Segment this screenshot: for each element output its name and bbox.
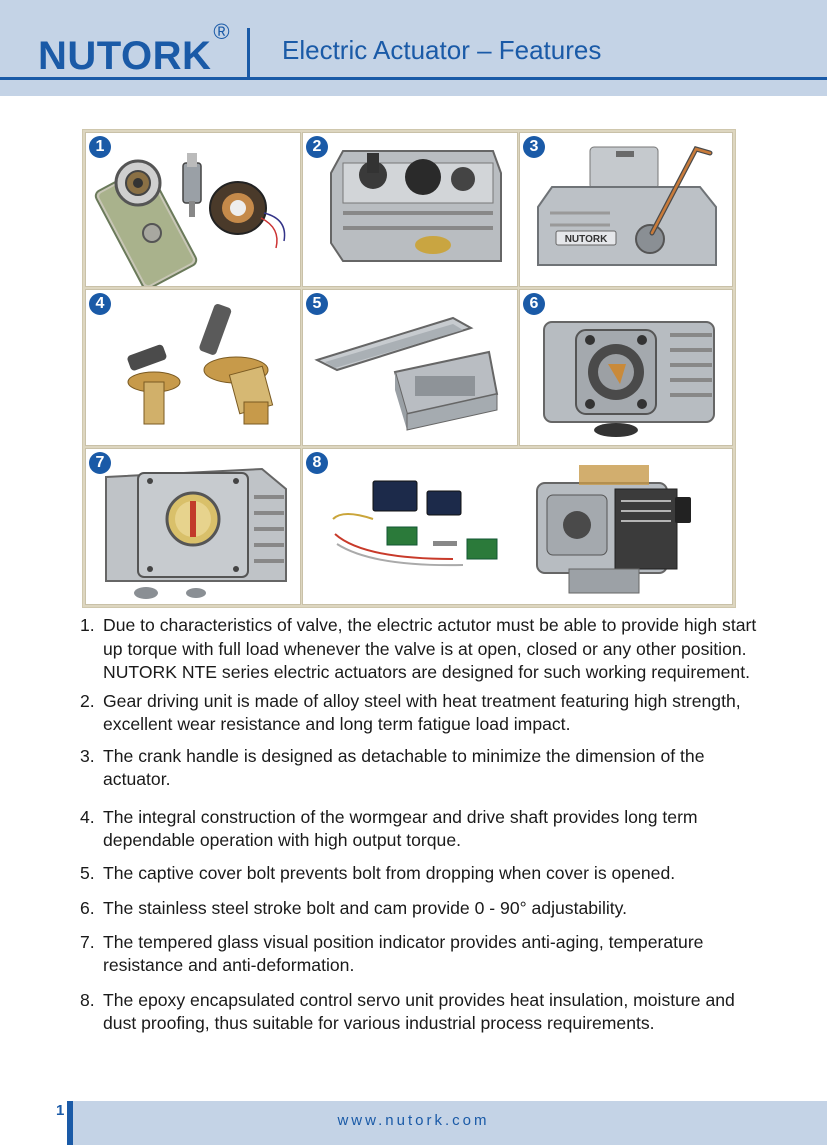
figure-number-badge: 6 xyxy=(523,293,545,315)
figure-number-badge: 8 xyxy=(306,452,328,474)
wormgear-and-drive-shaft-image xyxy=(86,290,301,446)
feature-number: 4. xyxy=(80,806,95,827)
open-gear-unit-image xyxy=(303,133,518,287)
page-title: Electric Actuator – Features xyxy=(282,35,602,65)
website-url: www.nutork.com xyxy=(337,1112,490,1129)
figure-number-badge: 3 xyxy=(523,136,545,158)
brand-logo xyxy=(38,18,231,78)
figure-cell-8 xyxy=(302,448,733,605)
cover-open-captive-bolts-image xyxy=(303,290,518,446)
feature-text: Gear driving unit is made of alloy steel with heat treatment featuring high strength, excellent wear resistance and long term fatigue load impact. xyxy=(103,690,741,734)
feature-item xyxy=(80,931,770,978)
page-number: 1 xyxy=(56,1102,65,1119)
feature-text: The crank handle is designed as detachable to minimize the dimension of the actuator. xyxy=(103,745,705,789)
wormgear-motor-parts-image xyxy=(86,133,301,287)
visual-position-indicator-image xyxy=(86,449,301,605)
stroke-bolt-and-cam-image xyxy=(520,290,733,446)
feature-item xyxy=(80,745,770,792)
feature-number: 8. xyxy=(80,989,95,1010)
feature-number: 5. xyxy=(80,862,95,883)
feature-number: 6. xyxy=(80,898,95,918)
feature-item xyxy=(80,806,770,853)
figure-number-badge: 5 xyxy=(306,293,328,315)
nameplate-text: NUTORK xyxy=(564,234,608,245)
feature-text: The integral construction of the wormgear and drive shaft provides long term dependable operation with high output torque. xyxy=(103,806,698,850)
feature-text: Due to characteristics of valve, the electric actutor must be able to provide high start up torque with full load whenever the valve is at open, closed or any other position. NUTORK NTE series electric actuators are designed for such working requirement. xyxy=(103,615,757,682)
feature-item xyxy=(80,690,770,737)
figure-cell-6 xyxy=(519,289,733,446)
figure-cell-3 xyxy=(519,132,733,287)
feature-number: 1. xyxy=(80,615,95,635)
figure-number-badge: 1 xyxy=(89,136,111,158)
feature-item xyxy=(80,614,770,685)
figure-number-badge: 7 xyxy=(89,452,111,474)
figure-number-badge: 4 xyxy=(89,293,111,315)
registered-mark: ® xyxy=(213,18,231,44)
feature-text: The tempered glass visual position indicator provides anti-aging, temperature resistance and anti-deformation. xyxy=(103,931,704,975)
actuator-with-crank-handle-image xyxy=(520,133,733,287)
feature-text: The stainless steel stroke bolt and cam provide 0 - 90° adjustability. xyxy=(103,898,628,918)
figure-cell-2 xyxy=(302,132,518,287)
feature-text: The captive cover bolt prevents bolt from dropping when cover is opened. xyxy=(103,862,676,883)
figure-number-badge: 2 xyxy=(306,136,328,158)
figure-cell-1 xyxy=(85,132,301,287)
feature-text: The epoxy encapsulated control servo unit provides heat insulation, moisture and dust proofing, thus suitable for various industrial process requirements. xyxy=(103,989,735,1033)
header-divider xyxy=(247,28,250,78)
feature-number: 3. xyxy=(80,745,95,766)
features-list xyxy=(80,614,770,1036)
feature-item xyxy=(80,862,770,886)
feature-number: 7. xyxy=(80,931,95,952)
control-servo-unit-image xyxy=(303,449,733,605)
figure-cell-5 xyxy=(302,289,518,446)
feature-image-grid xyxy=(82,129,736,608)
feature-number: 2. xyxy=(80,690,95,711)
figure-cell-7 xyxy=(85,448,301,605)
brand-name: NUTORK xyxy=(38,34,212,78)
feature-item xyxy=(80,989,770,1036)
figure-cell-4 xyxy=(85,289,301,446)
feature-item xyxy=(80,897,770,921)
